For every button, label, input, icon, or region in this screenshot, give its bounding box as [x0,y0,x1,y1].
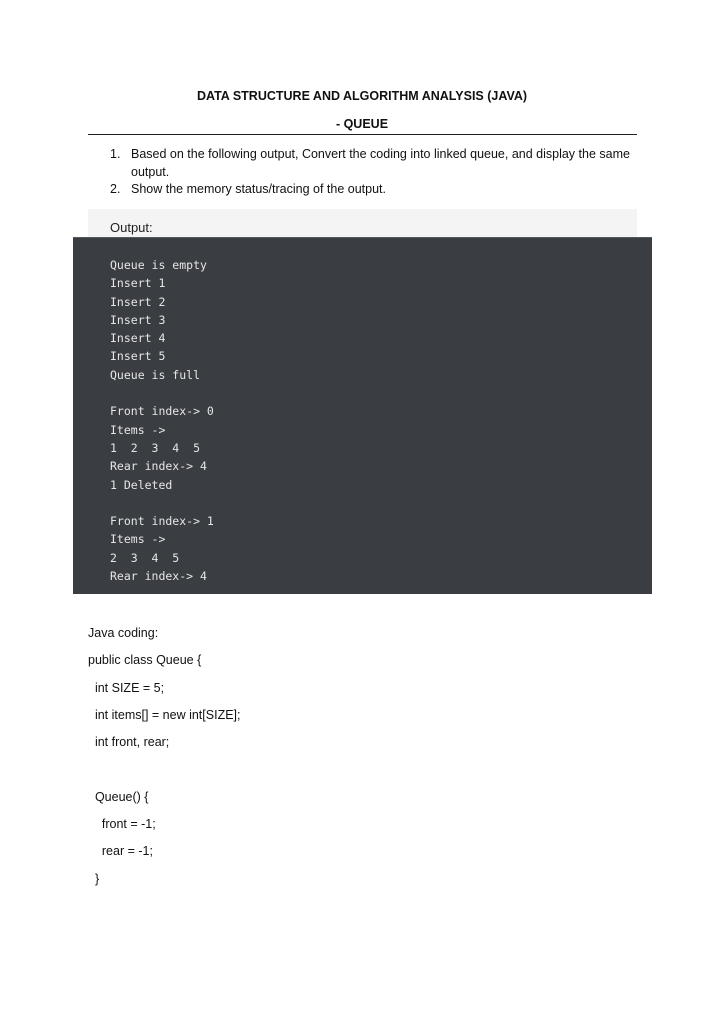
code-line: int front, rear; [88,735,170,750]
instruction-number: 2. [110,182,121,196]
instruction-item [88,146,637,181]
code-line: } [88,871,100,886]
console-line: Queue is full [110,367,201,382]
code-line: front = -1; [88,817,156,832]
console-output-block [73,237,652,594]
console-line: Rear index-> 4 [110,569,207,584]
console-line: Insert 5 [110,349,166,364]
code-line: public class Queue { [88,653,202,668]
console-line [110,494,214,512]
console-line: Insert 2 [110,294,166,309]
console-line: Rear index-> 4 [110,459,207,474]
instruction-number: 1. [110,147,121,161]
instruction-text: Based on the following output, Convert the coding into linked queue, and display the same output. [131,147,630,179]
console-line: Insert 1 [110,276,166,291]
code-line [88,756,637,783]
console-lines [110,256,214,585]
console-line: Queue is empty [110,258,207,272]
document-title: DATA STRUCTURE AND ALGORITHM ANALYSIS (JAVA) [196,89,528,103]
java-code-section [88,620,637,893]
console-line: Insert 3 [110,312,166,327]
code-line: rear = -1; [88,844,153,859]
console-line: Insert 4 [110,331,166,346]
console-line: 1 Deleted [110,477,173,492]
instruction-text: Show the memory status/tracing of the output. [131,182,386,196]
console-line [110,384,214,402]
console-line: 1 2 3 4 5 [110,440,201,455]
console-line: Items -> [110,422,166,437]
code-line: int SIZE = 5; [88,680,165,695]
console-line: Front index-> 1 [110,514,214,529]
instruction-item [88,181,637,199]
document-subtitle: - QUEUE [335,117,389,131]
title-divider [88,134,637,135]
output-header [88,209,637,237]
console-line: Front index-> 0 [110,404,214,419]
code-line: int items[] = new int[SIZE]; [88,707,241,722]
code-line: Queue() { [88,789,149,804]
console-line: 2 3 4 5 [110,550,180,565]
console-line: Items -> [110,532,166,547]
instruction-list [88,146,637,199]
code-label: Java coding: [88,626,159,640]
output-label: Output: [110,220,153,235]
